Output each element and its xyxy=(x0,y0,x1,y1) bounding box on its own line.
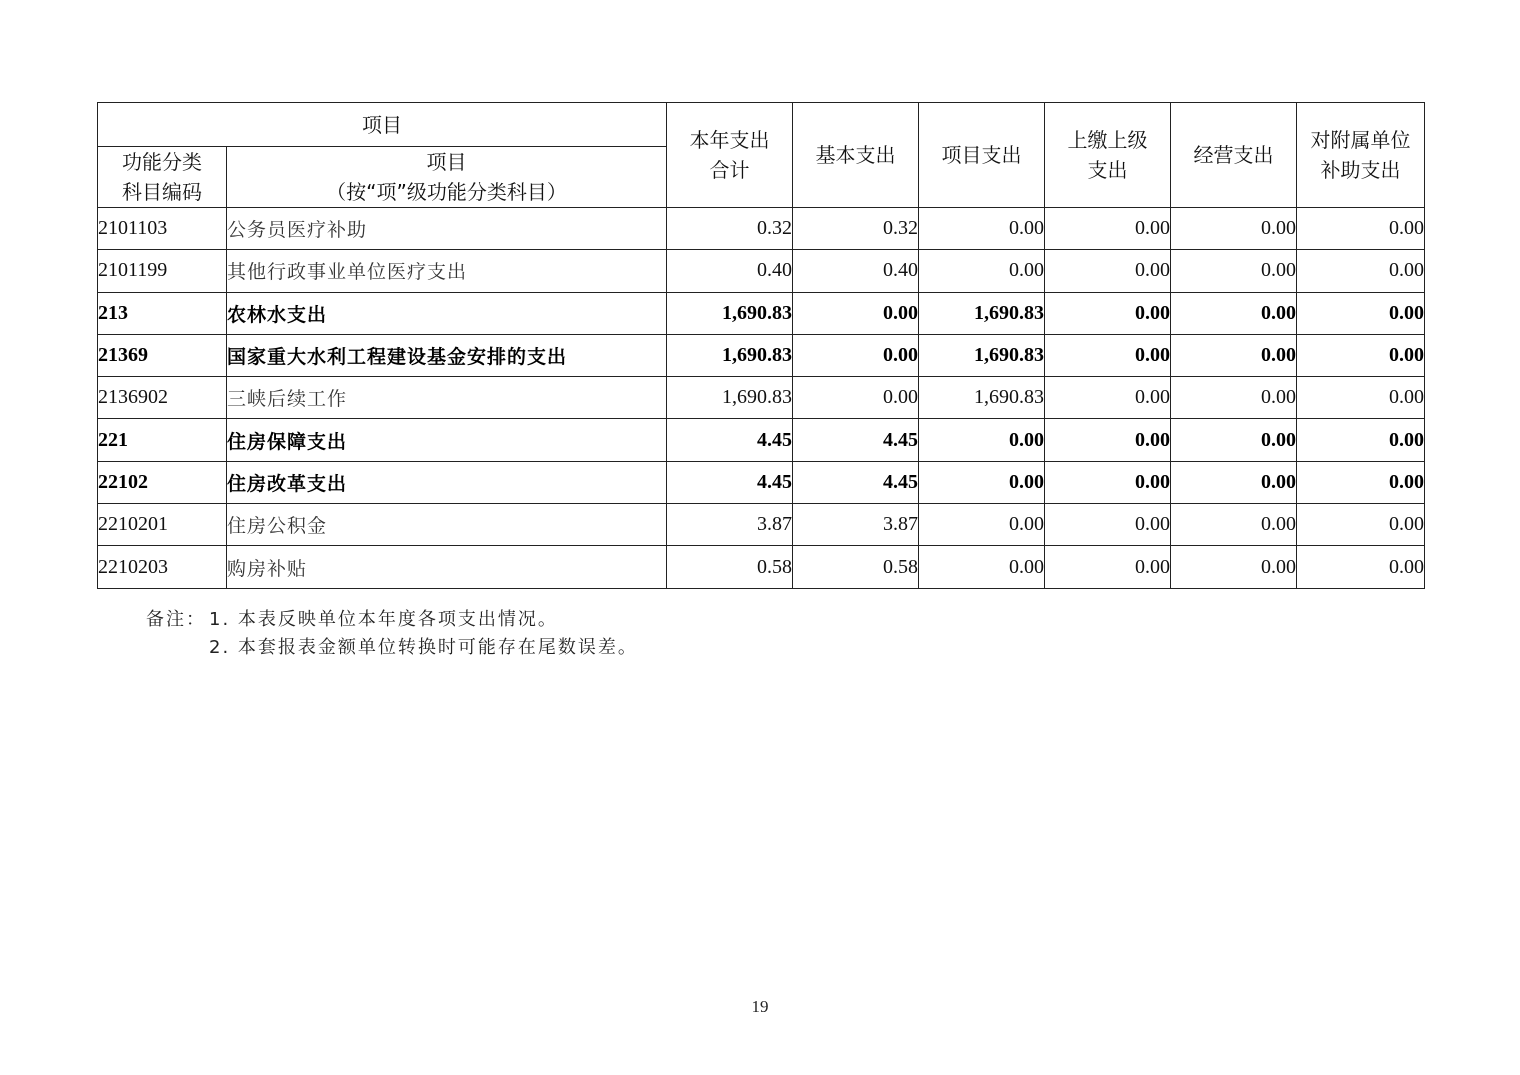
row-value-remit-superior: 0.00 xyxy=(1045,208,1171,250)
note-text-1: 1. 本表反映单位本年度各项支出情况。 xyxy=(209,609,558,630)
row-value-remit-superior: 0.00 xyxy=(1045,250,1171,292)
row-code: 2101199 xyxy=(98,250,227,292)
row-value-operating: 0.00 xyxy=(1171,504,1297,546)
row-name: 其他行政事业单位医疗支出 xyxy=(227,250,667,292)
row-value-operating: 0.00 xyxy=(1171,208,1297,250)
notes-label: 备注： xyxy=(146,609,206,630)
row-value-remit-superior: 0.00 xyxy=(1045,334,1171,376)
row-code: 2210201 xyxy=(98,504,227,546)
table-row xyxy=(98,377,1425,419)
header-remit-superior: 上缴上级 支出 xyxy=(1045,103,1171,208)
row-value-subsidiary-subsidy: 0.00 xyxy=(1297,377,1425,419)
row-value-remit-superior: 0.00 xyxy=(1045,377,1171,419)
row-value-basic: 0.58 xyxy=(793,546,919,588)
row-value-basic: 0.00 xyxy=(793,292,919,334)
row-value-subsidiary-subsidy: 0.00 xyxy=(1297,504,1425,546)
expenditure-table xyxy=(97,102,1425,589)
row-code: 21369 xyxy=(98,334,227,376)
row-code: 213 xyxy=(98,292,227,334)
row-value-operating: 0.00 xyxy=(1171,419,1297,461)
row-value-project: 0.00 xyxy=(919,419,1045,461)
row-value-subsidiary-subsidy: 0.00 xyxy=(1297,334,1425,376)
header-basic-expenditure: 基本支出 xyxy=(793,103,919,208)
row-value-total: 1,690.83 xyxy=(667,334,793,376)
row-value-total: 0.32 xyxy=(667,208,793,250)
row-value-total: 3.87 xyxy=(667,504,793,546)
note-text-2: 2. 本套报表金额单位转换时可能存在尾数误差。 xyxy=(209,637,638,658)
row-value-operating: 0.00 xyxy=(1171,334,1297,376)
row-value-total: 0.40 xyxy=(667,250,793,292)
row-value-basic: 3.87 xyxy=(793,504,919,546)
table-body xyxy=(98,208,1425,589)
row-value-basic: 4.45 xyxy=(793,419,919,461)
row-name: 住房改革支出 xyxy=(227,461,667,503)
row-value-subsidiary-subsidy: 0.00 xyxy=(1297,292,1425,334)
row-value-remit-superior: 0.00 xyxy=(1045,504,1171,546)
table-row xyxy=(98,292,1425,334)
row-value-operating: 0.00 xyxy=(1171,461,1297,503)
row-value-project: 0.00 xyxy=(919,208,1045,250)
row-value-operating: 0.00 xyxy=(1171,292,1297,334)
row-value-project: 1,690.83 xyxy=(919,292,1045,334)
notes xyxy=(146,606,638,662)
row-value-project: 1,690.83 xyxy=(919,377,1045,419)
row-code: 22102 xyxy=(98,461,227,503)
page-number: 19 xyxy=(751,997,769,1016)
header-project: 项目 xyxy=(98,103,667,147)
note-line-1 xyxy=(146,606,638,634)
header-subsidiary-subsidy: 对附属单位 补助支出 xyxy=(1297,103,1425,208)
table-row xyxy=(98,546,1425,588)
row-code: 2136902 xyxy=(98,377,227,419)
row-value-basic: 0.40 xyxy=(793,250,919,292)
row-name: 三峡后续工作 xyxy=(227,377,667,419)
row-code: 221 xyxy=(98,419,227,461)
table-header xyxy=(98,103,1425,208)
row-value-total: 1,690.83 xyxy=(667,377,793,419)
row-name: 农林水支出 xyxy=(227,292,667,334)
header-project-expenditure: 项目支出 xyxy=(919,103,1045,208)
row-value-total: 4.45 xyxy=(667,461,793,503)
row-value-total: 4.45 xyxy=(667,419,793,461)
row-code: 2101103 xyxy=(98,208,227,250)
row-value-basic: 0.32 xyxy=(793,208,919,250)
row-value-subsidiary-subsidy: 0.00 xyxy=(1297,419,1425,461)
row-value-project: 0.00 xyxy=(919,461,1045,503)
row-value-remit-superior: 0.00 xyxy=(1045,461,1171,503)
row-name: 购房补贴 xyxy=(227,546,667,588)
row-name: 住房公积金 xyxy=(227,504,667,546)
header-function-code: 功能分类 科目编码 xyxy=(98,147,227,208)
row-code: 2210203 xyxy=(98,546,227,588)
row-value-basic: 4.45 xyxy=(793,461,919,503)
row-name: 公务员医疗补助 xyxy=(227,208,667,250)
row-value-operating: 0.00 xyxy=(1171,546,1297,588)
table-row xyxy=(98,208,1425,250)
row-value-subsidiary-subsidy: 0.00 xyxy=(1297,546,1425,588)
row-value-total: 0.58 xyxy=(667,546,793,588)
note-line-2 xyxy=(146,634,638,662)
row-value-subsidiary-subsidy: 0.00 xyxy=(1297,250,1425,292)
table-row xyxy=(98,461,1425,503)
row-name: 国家重大水利工程建设基金安排的支出 xyxy=(227,334,667,376)
row-value-basic: 0.00 xyxy=(793,334,919,376)
row-name: 住房保障支出 xyxy=(227,419,667,461)
row-value-project: 0.00 xyxy=(919,250,1045,292)
table-row xyxy=(98,419,1425,461)
header-operating-expenditure: 经营支出 xyxy=(1171,103,1297,208)
table-row xyxy=(98,334,1425,376)
row-value-remit-superior: 0.00 xyxy=(1045,546,1171,588)
row-value-operating: 0.00 xyxy=(1171,377,1297,419)
table-row xyxy=(98,250,1425,292)
row-value-subsidiary-subsidy: 0.00 xyxy=(1297,208,1425,250)
header-total-expenditure: 本年支出 合计 xyxy=(667,103,793,208)
row-value-subsidiary-subsidy: 0.00 xyxy=(1297,461,1425,503)
table-row xyxy=(98,504,1425,546)
row-value-project: 0.00 xyxy=(919,546,1045,588)
row-value-project: 1,690.83 xyxy=(919,334,1045,376)
row-value-operating: 0.00 xyxy=(1171,250,1297,292)
row-value-basic: 0.00 xyxy=(793,377,919,419)
row-value-remit-superior: 0.00 xyxy=(1045,419,1171,461)
header-item-name: 项目 （按“项”级功能分类科目） xyxy=(227,147,667,208)
row-value-project: 0.00 xyxy=(919,504,1045,546)
row-value-remit-superior: 0.00 xyxy=(1045,292,1171,334)
row-value-total: 1,690.83 xyxy=(667,292,793,334)
